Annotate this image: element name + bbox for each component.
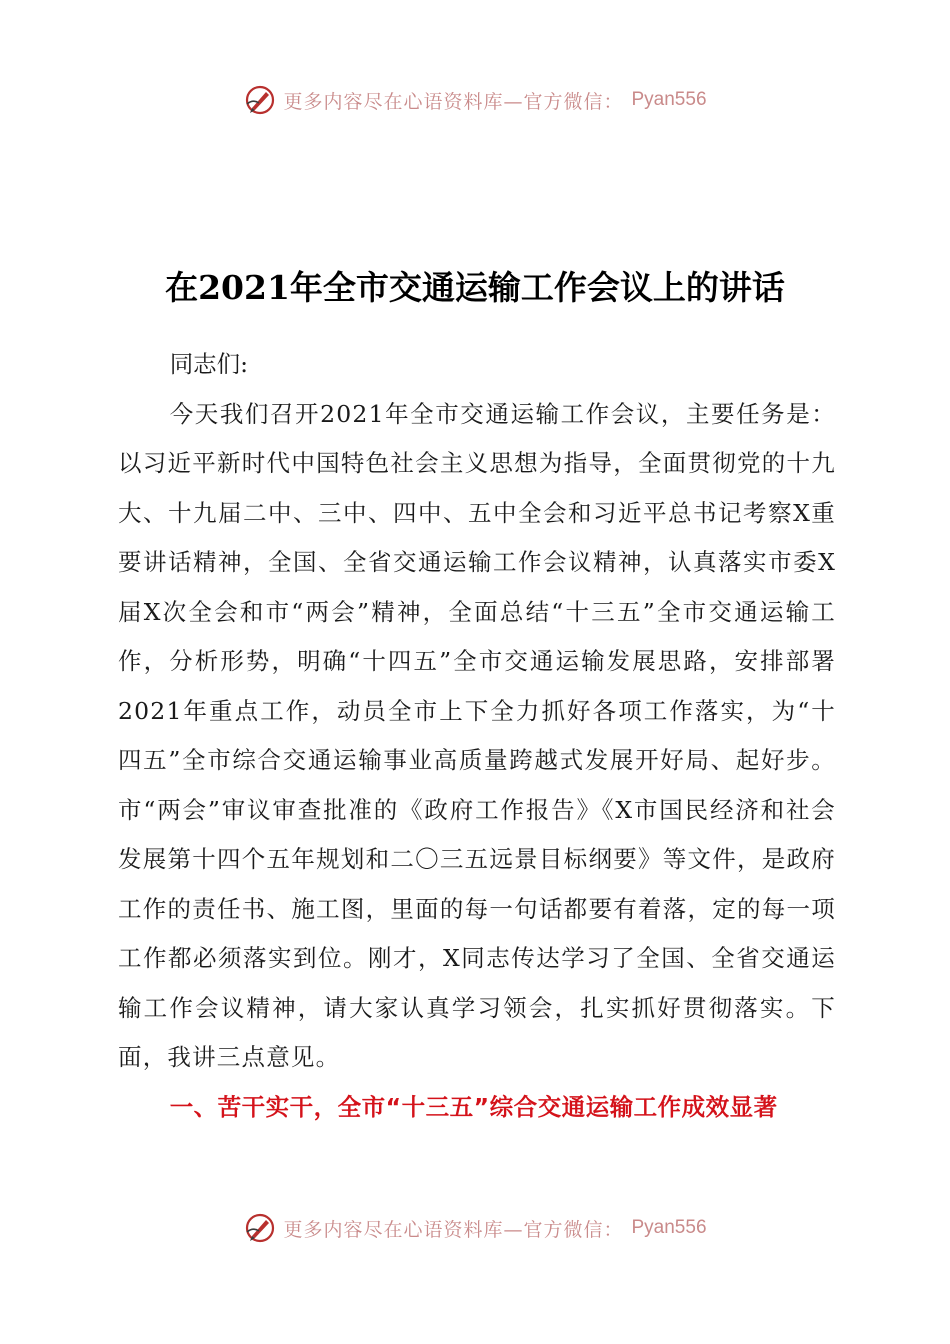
salutation: 同志们:: [169, 350, 249, 378]
watermark-wechat-id: Pyan556: [631, 1217, 707, 1238]
pen-logo-icon: [243, 83, 277, 117]
watermark-wechat-id: Pyan556: [631, 89, 707, 110]
section-heading-1: 一、苦干实干，全市“十三五”综合交通运输工作成效显著: [169, 1092, 778, 1121]
document-body: [118, 340, 836, 1131]
footer-watermark: [0, 1208, 950, 1248]
document-title: 在2021年全市交通运输工作会议上的讲话: [165, 268, 785, 307]
header-watermark: [0, 80, 950, 120]
body-paragraph: 今天我们召开2021年全市交通运输工作会议，主要任务是：以习近平新时代中国特色社会主义思想为指导，全面贯彻党的十九大、十九届二中、三中、四中、五中全会和习近平总书记考察X重要讲话精神，全国、全省交通运输工作会议精神，认真落实市委X届X次全会和市“两会”精神，全面总结“十三五”全市交通运输工作，分析形势，明确“十四五”全市交通运输发展思路，安排部署2021年重点工作，动员全市上下全力抓好各项工作落实，为“十四五”全市综合交通运输事业高质量跨越式发展开好局、起好步。市“两会”审议审查批准的《政府工作报告》《X市国民经济和社会发展第十四个五年规划和二〇三五远景目标纲要》等文件，是政府工作的责任书、施工图，里面的每一句话都要有着落，定的每一项工作都必须落实到位。刚才，X同志传达学习了全国、全省交通运输工作会议精神，请大家认真学习领会，扎实抓好贯彻落实。下面，我讲三点意见。: [118, 399, 836, 1071]
watermark-text: 更多内容尽在心语资料库—官方微信：: [283, 90, 624, 113]
pen-logo-icon: [243, 1211, 277, 1245]
watermark-text: 更多内容尽在心语资料库—官方微信：: [283, 1218, 624, 1241]
